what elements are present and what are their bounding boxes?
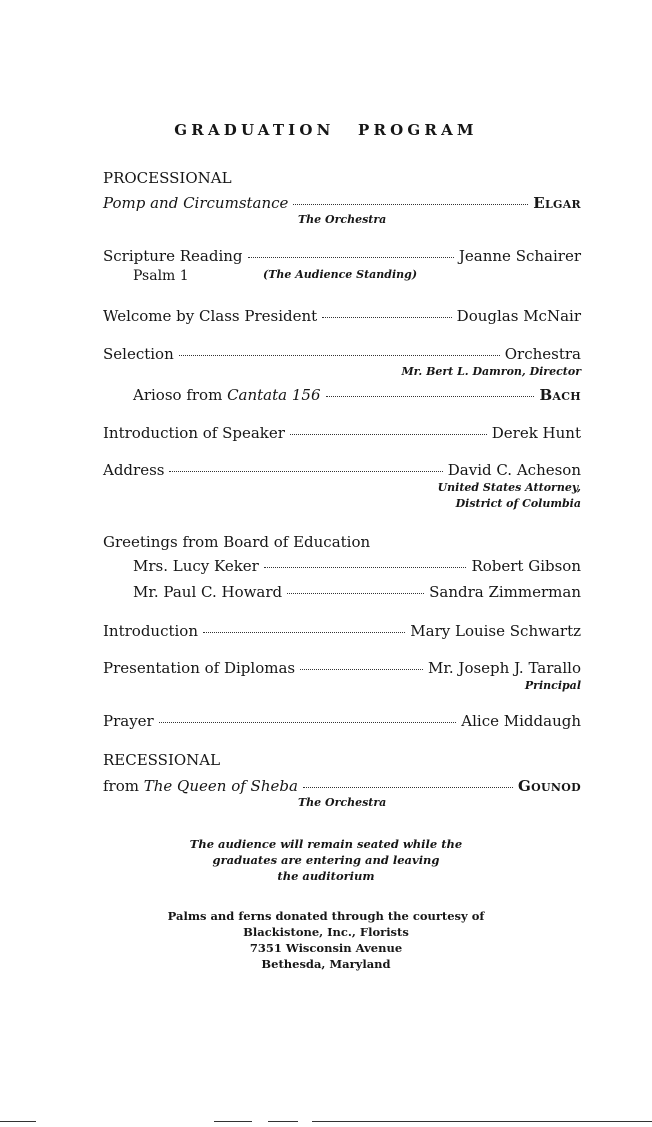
greetings-presenter: Robert Gibson (471, 557, 581, 575)
leader-dots (179, 355, 500, 356)
introduction-label: Introduction (103, 622, 198, 640)
greetings-member: Mr. Paul C. Howard (133, 583, 283, 601)
introduction-speaker-name: Derek Hunt (491, 424, 581, 442)
leader-dots (303, 787, 513, 788)
credit-line: Blackistone, Inc., Florists (243, 925, 409, 939)
recessional-piece (103, 777, 298, 795)
address-title-line1: United States Attorney, (437, 481, 581, 494)
notice-line: the auditorium (277, 869, 375, 883)
credit-line: 7351 Wisconsin Avenue (249, 941, 403, 955)
processional-heading: PROCESSIONAL (103, 169, 232, 187)
selection-label: Selection (103, 345, 174, 363)
recessional-composer: Gounod (518, 777, 581, 795)
selection-director: Mr. Bert L. Damron, Director (401, 365, 581, 378)
scripture-psalm: Psalm 1 (133, 268, 189, 284)
greetings-member: Mrs. Lucy Keker (133, 557, 259, 575)
leader-dots (287, 593, 424, 594)
introduction-row (103, 622, 581, 640)
processional-performer: The Orchestra (298, 213, 387, 226)
scripture-row (103, 247, 581, 265)
address-name: David C. Acheson (447, 461, 581, 479)
leader-dots (293, 204, 528, 205)
recessional-piece-title: The Queen of Sheba (143, 777, 298, 795)
prayer-label: Prayer (103, 712, 154, 730)
prayer-row (103, 712, 581, 730)
scan-edge-line (214, 1121, 252, 1122)
processional-composer: Elgar (533, 194, 581, 212)
scan-edge-line (268, 1121, 298, 1122)
leader-dots (322, 317, 451, 318)
greetings-row (133, 583, 581, 601)
leader-dots (326, 396, 535, 397)
leader-dots (264, 567, 467, 568)
scripture-reader: Jeanne Schairer (458, 247, 581, 265)
welcome-label: Welcome by Class President (103, 307, 318, 325)
scripture-note: (The Audience Standing) (263, 268, 418, 281)
leader-dots (300, 669, 423, 670)
selection-performer: Orchestra (504, 345, 581, 363)
credit-line: Palms and ferns donated through the courtesy of (167, 909, 485, 923)
notice-line: The audience will remain seated while the (189, 837, 463, 851)
scan-edge-line (312, 1121, 652, 1122)
recessional-performer: The Orchestra (298, 796, 387, 809)
notice-line: graduates are entering and leaving (212, 853, 440, 867)
introduction-name: Mary Louise Schwartz (410, 622, 581, 640)
processional-piece: Pomp and Circumstance (103, 194, 289, 212)
greetings-presenter: Sandra Zimmerman (429, 583, 581, 601)
address-label: Address (103, 461, 165, 479)
audience-notice (0, 836, 652, 884)
recessional-row (103, 777, 581, 795)
selection-piece-title: Cantata 156 (227, 386, 321, 404)
leader-dots (169, 471, 442, 472)
floral-credits (0, 908, 652, 972)
selection-row (103, 345, 581, 363)
selection-composer: Bach (539, 386, 581, 404)
introduction-speaker-label: Introduction of Speaker (103, 424, 285, 442)
leader-dots (290, 434, 487, 435)
diplomas-label: Presentation of Diplomas (103, 659, 296, 677)
greetings-row (133, 557, 581, 575)
introduction-speaker-row (103, 424, 581, 442)
processional-row (103, 194, 581, 212)
prayer-name: Alice Middaugh (461, 712, 581, 730)
scan-edge-line (0, 1121, 36, 1122)
address-row (103, 461, 581, 479)
recessional-prefix: from (103, 777, 144, 795)
leader-dots (159, 722, 457, 723)
credit-line: Bethesda, Maryland (261, 957, 391, 971)
page-title: GRADUATION PROGRAM (174, 121, 478, 139)
selection-piece (133, 386, 321, 404)
diplomas-title: Principal (524, 679, 581, 692)
address-title-line2: District of Columbia (455, 497, 581, 510)
recessional-heading: RECESSIONAL (103, 751, 221, 769)
selection-piece-row (133, 386, 581, 404)
diplomas-row (103, 659, 581, 677)
leader-dots (248, 257, 454, 258)
welcome-row (103, 307, 581, 325)
diplomas-name: Mr. Joseph J. Tarallo (428, 659, 581, 677)
leader-dots (203, 632, 405, 633)
selection-piece-prefix: Arioso from (133, 386, 228, 404)
welcome-name: Douglas McNair (456, 307, 581, 325)
greetings-heading: Greetings from Board of Education (103, 533, 371, 551)
scripture-label: Scripture Reading (103, 247, 243, 265)
